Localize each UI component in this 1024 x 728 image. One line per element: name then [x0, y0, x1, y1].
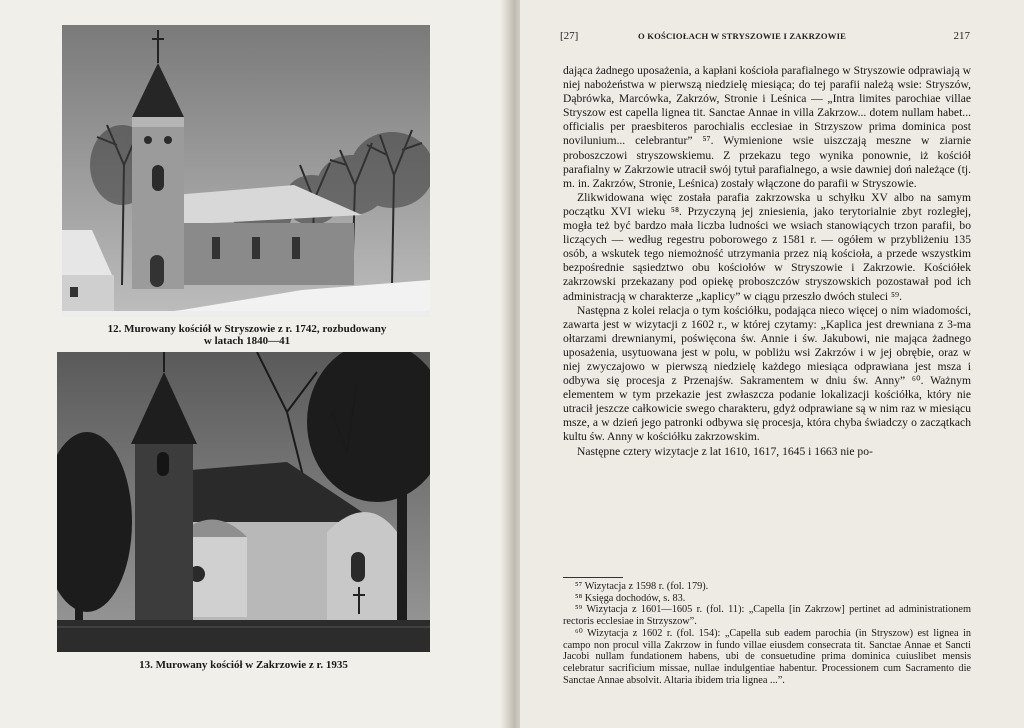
church-zakrzow-photo	[57, 352, 430, 652]
footnote-rule	[563, 577, 623, 578]
body-text	[563, 64, 971, 459]
footnote-60: ⁶⁰ Wizytacja z 1602 r. (fol. 154): „Capella sub eadem parochia (in Stryszow) est lignea in campo non procul villa Zakrzow in fundo villae eiusdem consecrata tit. Sanctae Annae et Sancti Jacobi nullam fundationem habens, ubi de consuetudine prima dominica cuiuslibet mensis celebratur sacrificium missae, nullae indulgentiae habentur. Processionem cum Sacramento die Sanctae Annae absolvit. Altaria ibidem tria lignea ...”.	[563, 627, 971, 686]
footnotes	[563, 581, 971, 686]
figure-13-caption: 13. Murowany kościół w Zakrzowie z r. 1935	[139, 659, 348, 671]
left-page	[0, 0, 508, 728]
figure-12-caption-line2: w latach 1840—41	[203, 335, 291, 347]
figure-12-caption	[62, 323, 432, 347]
paragraph: dająca żadnego uposażenia, a kapłani kościoła parafialnego w Stryszowie odprawiają w niej nabożeństwa w pierwszą niedzielę miesiąca; do tej parafii należą wsie: Stryszów, Dąbrówka, Marcówka, Zakrzów, Stronie i Leśnica — „Intra limites parochiae villae Stryszow est capella lignea tit. Sanctae Annae in villa Zakrzow... dotem nullam habet... officialis per praesbiteros parochialis ecclesiae in Strzyszow prima dominica post novilunium... celebrantur” ⁵⁷. Wymienione wsie uiszczają meszne w ziarnie proboszczowi stryszowskiemu. Z przekazu tego wynika ponownie, iż kościół parafialny w Zakrzowie utracił swój tytuł parafialnego, a wsie dawniej doń należące (tj. m. in. Zakrzów, Stronie, Leśnica) zostały włączone do parafii w Stryszowie.	[563, 64, 971, 190]
footnote-58: ⁵⁸ Księga dochodów, s. 83.	[575, 592, 686, 604]
paragraph: Następna z kolei relacja o tym kościółku, podająca nieco więcej o nim wiadomości, zawarta jest w wizytacji z 1602 r., w której czytamy: „Kaplica jest drewniana z 3-ma ołtarzami drewnianymi, poświęcona św. Annie i św. Jakubowi, nie mająca żadnego uposażenia, usytuowana jest w polu, w pobliżu wsi Zakrzów i w jej obrębie, oraz w niej zwyczajowo w pierwszą niedzielę każdego miesiąca odprawiana jest msza i odbywa się procesja z Przenajśw. Sakramentem w dniu św. Anny” ⁶⁰. Ważnym elementem w tym przekazie jest zwłaszcza podanie lokalizacji kościółka, który nie utracił jeszcze całkowicie swego charakteru, gdyż odprawiane są w nim raz w miesiącu msze, a w dzień jego patronki odbywa się procesja, która chyba świadczy o zaczątkach kultu św. Anny w kościółku zakrzowskim.	[563, 303, 971, 444]
figure-12-caption-line1: 12. Murowany kościół w Stryszowie z r. 1742, rozbudowany	[107, 323, 387, 335]
page-number: 217	[953, 30, 970, 42]
paragraph: Zlikwidowana więc została parafia zakrzowska u schyłku XV albo na samym początku XVI wieku ⁵⁸. Przyczyną jej zniesienia, jako terytorialnie zbyt rozległej, mogła też być bardzo mała liczba ludności we wsiach stanowiących trzon parafii, bo liczących — według regestru poborowego z 1581 r. — ogółem w przybliżeniu 135 osób, a wskutek tego niemożność utrzymania przez nią kościoła, a przede wszystkim bezpośrednie sąsiedztwo obu kościołów w Stryszowie i Zakrzowie. Kościółek zakrzowski przekazany pod opiekę proboszczów stryszowskich pozostawał pod ich administracją w charakterze „kaplicy” w ciągu przeszło dwóch stuleci ⁵⁹.	[563, 190, 971, 303]
footnote-59: ⁵⁹ Wizytacja z 1601—1605 r. (fol. 11): „Capella [in Zakrzow] pertinet ad administrationem rectoris ecclesiae in Strzyszow”.	[563, 604, 971, 628]
running-title: O KOŚCIOŁACH W STRYSZOWIE I ZAKRZOWIE	[638, 31, 847, 41]
paragraph: Następne cztery wizytacje z lat 1610, 1617, 1645 i 1663 nie po-	[577, 444, 873, 458]
church-stryszow-photo	[62, 25, 430, 317]
section-number: [27]	[560, 30, 579, 42]
running-head	[560, 30, 970, 44]
footnote-57: ⁵⁷ Wizytacja z 1598 r. (fol. 179).	[575, 581, 709, 592]
